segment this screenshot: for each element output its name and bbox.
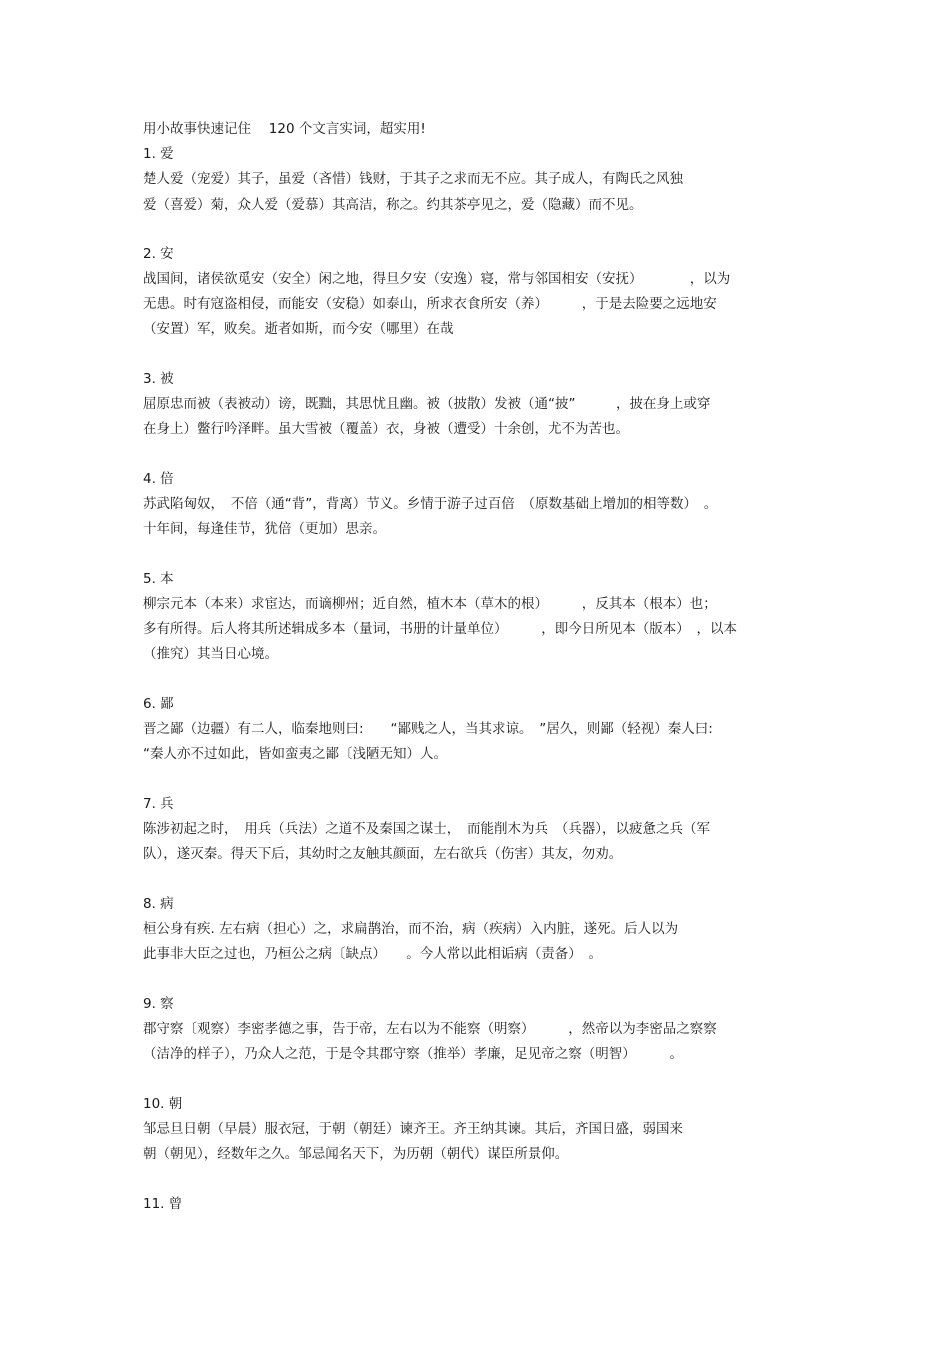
section-text: 队），遂灭秦。得天下后，其幼时之友触其颜面，左右欲兵（伤害）其友，勿劝。 <box>143 846 623 862</box>
section-text: （洁净的样子），乃众人之范，于是令其郡守察（推举）孝廉，足见帝之察（明智） 。 <box>143 1046 683 1062</box>
section-heading: 8. 病 <box>143 896 174 912</box>
section-text: 爱（喜爱）菊，众人爱（爱慕）其高洁，称之。约其茶亭见之，爱（隐藏）而不见。 <box>143 197 643 213</box>
section-text: 无患。时有寇盗相侵，而能安（安稳）如泰山，所求衣食所安（养） ，于是去险要之远地安 <box>143 296 717 312</box>
section-heading: 1. 爱 <box>143 146 174 162</box>
section-heading: 7. 兵 <box>143 796 174 812</box>
section-text: 十年间，每逢佳节，犹倍（更加）思亲。 <box>143 521 386 537</box>
section-heading: 4. 倍 <box>143 471 174 487</box>
section-text: 晋之鄙（边疆）有二人，临秦地则曰: “鄙贱之人，当其求谅。 ”居久，则鄙（轻视）秦人曰: <box>143 721 713 737</box>
section-heading: 10. 朝 <box>143 1096 183 1112</box>
section-text: 邹忌旦日朝（早晨）服衣冠，于朝（朝廷）谏齐王。齐王纳其谏。其后，齐国日盛，弱国来 <box>143 1121 683 1137</box>
section-text: 柳宗元本（本来）求宦达，而谪柳州；近自然，植木本（草木的根） ，反其本（根本）也； <box>143 596 717 612</box>
section-heading: 2. 安 <box>143 246 174 262</box>
section-text: 楚人爱（宠爱）其子，虽爱（吝惜）钱财，于其子之求而无不应。其子成人，有陶氏之风独 <box>143 171 683 187</box>
section-text: 战国间，诸侯欲觅安（安全）闲之地，得旦夕安（安逸）寝，常与邻国相安（安抚） ，以为 <box>143 271 731 287</box>
section-heading: 6. 鄙 <box>143 696 174 712</box>
section-text: 桓公身有疾. 左右病（担心）之，求扁鹊治，而不治，病（疾病）入内脏，遂死。后人以为 <box>143 921 679 937</box>
section-text: （推究）其当日心境。 <box>143 646 278 662</box>
section-text: 陈涉初起之时， 用兵（兵法）之道不及秦国之谋士， 而能削木为兵 （兵器），以疲惫之兵（军 <box>143 821 710 837</box>
section-text: 此事非大臣之过也，乃桓公之病〔缺点） 。今人常以此相诟病（责备） 。 <box>143 946 602 962</box>
section-text: 屈原忠而被（表被动）谤，既黜，其思忧且幽。被（披散）发被（通“披” ，披在身上或穿 <box>143 396 711 412</box>
section-heading: 9. 察 <box>143 996 174 1012</box>
section-text: （安置）军，败矣。逝者如斯，而今安（哪里）在哉 <box>143 321 454 337</box>
section-text: 多有所得。后人将其所述辑成多本（量词，书册的计量单位） ，即今日所见本（版本） ，以本 <box>143 621 737 637</box>
document-title: 用小故事快速记住 120 个文言实词，超实用! <box>143 121 426 137</box>
section-text: 在身上）鳖行吟泽畔。虽大雪被（覆盖）衣，身被（遭受）十余创，尤不为苦也。 <box>143 421 629 437</box>
section-heading: 5. 本 <box>143 571 174 587</box>
section-text: “秦人亦不过如此，皆如蛮夷之鄙〔浅陋无知）人。 <box>143 746 447 762</box>
section-heading: 11. 曾 <box>143 1196 183 1212</box>
section-text: 朝（朝见），经数年之久。邹忌闻名天下，为历朝（朝代）谋臣所景仰。 <box>143 1146 569 1162</box>
section-text: 苏武陷匈奴， 不倍（通“背”，背离）节义。乡情于游子过百倍 （原数基础上增加的相等数） 。 <box>143 496 718 512</box>
section-text: 郡守察〔观察）李密孝德之事，告于帝，左右以为不能察（明察） ，然帝以为李密品之察察 <box>143 1021 717 1037</box>
section-heading: 3. 被 <box>143 371 174 387</box>
